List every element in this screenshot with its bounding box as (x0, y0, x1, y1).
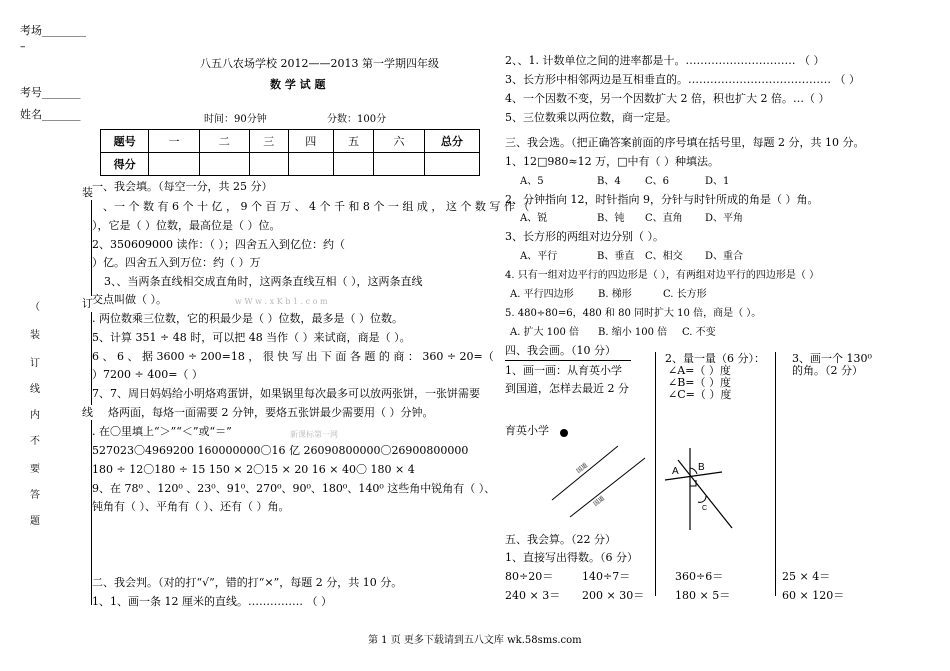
section-4-underline (505, 360, 631, 361)
question-6b: ）7200 ÷ 400=（ ） (92, 368, 203, 381)
school-label: 育英小学 (505, 424, 549, 437)
choice-4: 4. 只有一组对边平行的四边形是（ ），有两组对边平行的四边形是（ ） (505, 270, 820, 281)
road-label: 国道 (592, 494, 607, 508)
table-cell: 二 (199, 130, 249, 153)
binding-mark-zhuang: 装 (82, 186, 93, 199)
judge-4: 4、一个因数不变，另一个因数扩大 2 倍，积也扩大 2 倍。…（ ） (505, 92, 830, 105)
choice-2: 2、分钟指向 12，时针指向 9，分针与时针所成的角是（ ）角。 (505, 193, 819, 206)
road-label: 国道 (575, 461, 590, 475)
table-cell: 五 (333, 130, 373, 153)
draw-question-1b: 到国道，怎样去最近 2 分 (505, 382, 629, 395)
angle-a-field: ∠A=（ ）度 (668, 364, 731, 377)
binding-notice-char: 装 (30, 330, 40, 341)
judge-1: 1、1、画一条 12 厘米的直线。…………… （ ） (92, 595, 332, 608)
table-cell: 总分 (424, 130, 479, 153)
choice-option: B、钝 (597, 213, 625, 224)
calc-item: 80÷20＝ (505, 570, 554, 583)
angle-drawing (660, 438, 745, 538)
question-7a: 7、7、周日妈妈给小明烙鸡蛋饼，如果锅里每次最多可以放两张饼，一张饼需要 (92, 387, 480, 400)
score-input-cell[interactable] (424, 153, 479, 176)
choice-option: B、垂直 (597, 251, 635, 262)
choice-option: B. 缩小 100 倍 (598, 327, 668, 338)
judge-5: 5、三位数乘以两位数，商一定是。 (505, 111, 677, 124)
calc-item: 360÷6＝ (675, 570, 724, 583)
choice-option: A、5 (520, 176, 544, 187)
section-3-title: 三、我会选。（把正确答案前面的序号填在括号里，每题 2 分，共 10 分。 (505, 136, 865, 149)
binding-notice-char: （ (30, 302, 40, 313)
choice-option: A、锐 (520, 213, 548, 224)
judge-3: 3、长方形中相邻两边是互相垂直的。………………………………… （ ） (505, 73, 860, 86)
calc-item: 25 × 4＝ (782, 570, 831, 583)
score-table (100, 129, 480, 176)
question-9b: 钝角有（ ）、平角有（ ）、还有（ ）角。 (92, 500, 290, 513)
exam-room-field: 考场________ (20, 24, 86, 37)
measure-title: 2、量一量（6 分）： (665, 352, 765, 365)
dash-mark: – (20, 40, 26, 53)
judge-2: 2、、1. 计数单位之间的进率都是十。………………………… （ ） (505, 54, 825, 67)
score-input-cell[interactable] (249, 153, 288, 176)
time-limit: 时间：90分钟 (204, 114, 267, 125)
watermark: 新课标第一网 (290, 430, 338, 439)
student-name-field: 姓名_______ (20, 108, 81, 121)
question-3b: 交点叫做（ ）。 (92, 293, 167, 306)
binding-notice-char: 答 (30, 490, 40, 501)
score-input-cell[interactable] (374, 153, 424, 176)
watermark: w W w . x K b 1 . c o m (235, 297, 328, 306)
score-input-cell[interactable] (288, 153, 333, 176)
calc-question-1: 1、直接写出得数。（6 分） (505, 551, 638, 564)
choice-3: 3、长方形的两组对边分别（ ）。 (505, 230, 664, 243)
binding-mark-xian: 线 (82, 406, 93, 419)
section-5-title: 五、我会算。（22 分） (505, 533, 616, 546)
binding-notice-char: 不 (30, 436, 40, 447)
choice-option: C、6 (645, 176, 670, 187)
score-input-cell[interactable] (333, 153, 373, 176)
question-8-row1: 527023〇4969200 160000000〇16 亿 26090800000〇26900800000 (92, 444, 469, 457)
score-table-score-row (101, 153, 480, 176)
question-8-row2: 180 ÷ 12〇180 ÷ 15 150 × 2〇15 × 20 16 × 40〇 180 × 4 (92, 463, 415, 476)
choice-option: A、平行 (520, 251, 558, 262)
choice-option: A. 扩大 100 倍 (510, 327, 580, 338)
column-divider (775, 352, 776, 596)
angle-c-field: ∠C=（ ）度 (668, 388, 732, 401)
label-a: A (672, 466, 679, 477)
choice-option: C. 不变 (682, 327, 716, 338)
choice-5: 5. 480÷80=6，480 和 80 同时扩大 10 倍，商是（ ）。 (505, 308, 762, 319)
question-1a: 、一 个 数 有 6 个 十 亿 ， 9 个 百 万 、 4 个 千 和 8 个 一 组 成 ， 这 个 数 写 作 （ (103, 200, 530, 213)
choice-option: A. 平行四边形 (510, 289, 574, 300)
school-point (560, 429, 568, 437)
question-9a: 9、在 78⁰ 、120⁰ 、23⁰、91⁰、270⁰、90⁰、180⁰、140⁰ 这些角中锐角有（ ）、 (92, 482, 496, 495)
choice-option: D、平角 (705, 213, 744, 224)
binding-notice-char: 内 (30, 410, 40, 421)
school-header: 八五八农场学校 2012——2013 第一学期四年级 (200, 57, 439, 70)
choice-option: C、直角 (645, 213, 683, 224)
page-footer: 第 1 页 更多下载请到五八文库 wk.58sms.com (368, 635, 582, 646)
question-6a: 6 、 6 、 据 3600 ÷ 200=18 ， 很 快 写 出 下 面 各 题 的 商 ： 360 ÷ 20=（ (92, 350, 494, 363)
binding-notice-char: 线 (30, 384, 40, 395)
angle-arc (690, 468, 697, 474)
choice-option: D、1 (705, 176, 730, 187)
calc-item: 60 × 120＝ (782, 589, 845, 602)
table-cell: 得分 (101, 153, 149, 176)
table-cell: 三 (249, 130, 288, 153)
page-title: 数 学 试 题 (270, 78, 326, 91)
column-divider (655, 352, 656, 596)
draw-question-1a: 1、画一画：从育英小学 (505, 364, 622, 377)
label-c: C (702, 505, 708, 512)
binding-notice-char: 要 (30, 464, 40, 475)
table-cell: 一 (149, 130, 199, 153)
highway-edge (552, 446, 618, 500)
choice-1: 1、12□980≈12 万，□中有（ ）种填法。 (505, 155, 719, 168)
question-5: 5、计算 351 ÷ 48 时，可以把 48 当作（ ）来试商，商是（ ）。 (92, 331, 411, 344)
table-cell: 六 (374, 130, 424, 153)
calc-item: 240 × 3＝ (505, 589, 561, 602)
diagonal-line (678, 460, 732, 528)
question-7b: 烙两面，每烙一面需要 2 分钟，要烙五张饼最少需要用（ ）分钟。 (108, 406, 434, 419)
choice-option: B、4 (597, 176, 621, 187)
calc-item: 140÷7＝ (582, 570, 631, 583)
choice-option: B. 梯形 (598, 289, 632, 300)
draw-angle-question-a: 3、画一个 130⁰ (792, 352, 872, 365)
question-2a: 2、350609000 读作：（ ）；四舍五入到亿位：约（ (92, 238, 345, 251)
binding-mark-ding: 订 (82, 297, 93, 310)
section-2-title: 二、我会判。（对的打“√”，错的打“×”，每题 2 分，共 10 分。 (92, 576, 403, 589)
question-8: . 在〇里填上“＞”“＜”或“＝” (92, 425, 232, 438)
score-table-header-row (101, 130, 480, 153)
angle-arc (698, 496, 706, 502)
draw-angle-question-b: 的角。（2 分） (792, 364, 863, 377)
calc-item: 200 × 30＝ (582, 589, 645, 602)
question-1b: ），它是（ ）位数，最高位是（ ）位。 (92, 219, 281, 232)
choice-option: D、重合 (705, 251, 744, 262)
score-input-cell[interactable] (149, 153, 199, 176)
choice-option: C、相交 (645, 251, 683, 262)
section-1-title: 一、我会填。（每空一分，共 25 分） (92, 180, 273, 193)
binding-notice-char: 订 (30, 358, 40, 369)
table-cell: 题号 (101, 130, 149, 153)
total-score: 分数：100分 (327, 114, 387, 125)
angle-b-field: ∠B=（ ）度 (668, 376, 732, 389)
highway-drawing (540, 440, 650, 520)
section-4-title: 四、我会画。（10 分） (505, 344, 616, 357)
question-3a: 3、、当两条直线相交成直角时，这两条直线互相（ ），这两条直线 (104, 275, 423, 288)
calc-item: 180 × 5＝ (675, 589, 731, 602)
table-cell: 四 (288, 130, 333, 153)
binding-notice-char: 题 (30, 516, 40, 527)
label-b: B (698, 462, 705, 473)
exam-number-field: 考号_______ (20, 86, 81, 99)
question-2b: ）亿。四舍五入到万位：约（ ）万 (92, 256, 261, 269)
question-4: . 两位数乘三位数，它的积最少是（ ）位数，最多是（ ）位数。 (92, 312, 403, 325)
choice-option: C. 长方形 (663, 289, 707, 300)
score-input-cell[interactable] (199, 153, 249, 176)
